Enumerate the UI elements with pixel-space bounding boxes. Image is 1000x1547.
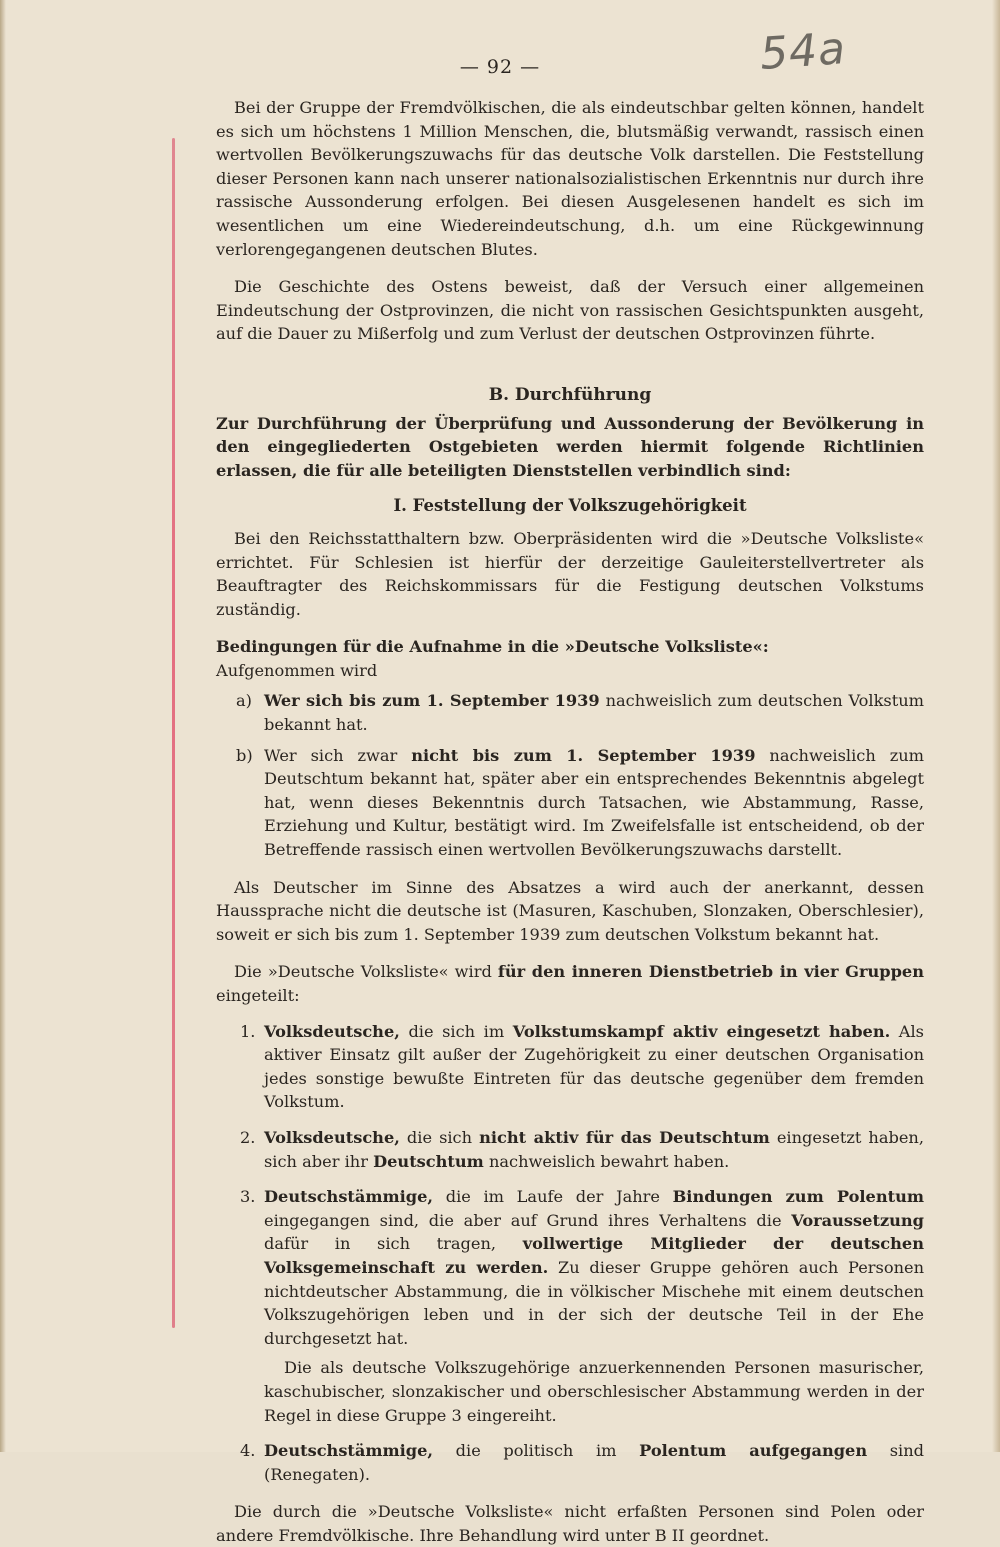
bold-text: Deutschstämmige, [264, 1441, 434, 1461]
bold-text: Wer sich bis zum 1. September 1939 [264, 691, 600, 711]
bold-text: Volksdeutsche, [264, 1127, 400, 1147]
paragraph-2: Die Geschichte des Ostens beweist, daß der Versuch einer allgemeinen Eindeutschung der Ostprovinzen, die nicht von rassischen Gesichtspunkten ausgeht, auf die Dauer zu Mißerfolg und zum Verlust der deutschen Ostprovinzen führte. [216, 277, 924, 344]
bold-text: nicht aktiv für das Deutschtum [479, 1127, 770, 1147]
list-marker: b) [236, 745, 253, 765]
paragraph-3: Bei den Reichsstatthaltern bzw. Oberpräsidenten wird die »Deutsche Volksliste« errichtet. Für Schlesien ist hierfür der derzeitige Gauleiterstellvertreter als Beauftragter des Reichskommissars für die Festigung deutschen Volkstums zuständig. [216, 528, 924, 619]
section-b-title: B. Durchführung [488, 384, 652, 405]
bold-text: Polentum aufgegangen [639, 1441, 868, 1461]
bold-text: Bindungen zum Polentum [672, 1187, 924, 1207]
bold-text: Deutschtum [373, 1151, 484, 1171]
group-item-3 [216, 1185, 924, 1427]
text-run: eingeteilt: [216, 986, 300, 1005]
conditions-subheading: Aufgenommen wird [216, 660, 378, 680]
conditions-list [216, 689, 924, 861]
group-3-subparagraph: Die als deutsche Volkszugehörige anzuerkennenden Personen masurischer, kaschubischer, slonzakischer und oberschlesischer Abstammung werden in der Regel in diese Gruppe 3 eingereiht. [264, 1358, 924, 1425]
list-marker: 3. [240, 1187, 256, 1207]
bold-text: vollwertige Mitglieder der deutschen Volksgemeinschaft zu werden. [264, 1234, 924, 1277]
document-body [216, 96, 924, 1547]
conditions-heading: Bedingungen für die Aufnahme in die »Deutsche Volksliste«: [216, 637, 769, 657]
groups-list [216, 1020, 924, 1487]
red-margin-line [172, 138, 175, 1328]
text-run: die im Laufe der Jahre [433, 1187, 673, 1207]
item-text: nachweislich zum Deutschtum bekannt hat, später aber ein entsprechendes Bekenntnis abgelegt hat, wenn dieses Bekenntnis durch Tatsachen, wie Abstammung, Rasse, Erziehung und Kultur, bestätigt wird. Im Zweifelsfalle ist entscheidend, ob der Betreffende rassisch einen wertvollen Bevölkerungszuwachs darstellt. [264, 745, 925, 860]
text-run: eingesetzt haben, sich aber ihr [264, 1127, 924, 1171]
bold-text: Volksdeutsche, [264, 1021, 400, 1041]
group-item-4 [216, 1439, 924, 1486]
text-run: nachweislich bewahrt haben. [483, 1151, 730, 1171]
list-marker: 4. [240, 1441, 256, 1461]
condition-item-a [216, 689, 924, 736]
text-run: die sich im [399, 1021, 513, 1041]
text-run: Die »Deutsche Volksliste« wird [234, 962, 498, 982]
list-marker: a) [236, 691, 252, 711]
text-run: Zu dieser Gruppe gehören auch Personen nichtdeutscher Abstammung, die in völkischer Mischehe mit einem deutschen Volkszugehörigen leben und in der sich der deutsche Teil in der Ehe durchgesetzt hat. [264, 1257, 925, 1348]
condition-item-b [216, 744, 924, 862]
text-run: die politisch im [433, 1441, 640, 1461]
bold-text: Deutschstämmige, [264, 1187, 434, 1207]
text-run: sind (Renegaten). [264, 1441, 924, 1484]
list-marker: 2. [240, 1127, 256, 1147]
section-b-intro: Zur Durchführung der Überprüfung und Aussonderung der Bevölkerung in den eingegliederten Ostgebieten werden hiermit folgende Richtlinien erlassen, die für alle beteiligten Dienststellen verbindlich sind: [216, 413, 924, 480]
page-number: — 92 — [459, 56, 541, 78]
group-item-2 [216, 1126, 924, 1173]
text-run: eingegangen sind, die aber auf Grund ihres Verhaltens die [264, 1210, 792, 1230]
handwritten-annotation: 54a [758, 23, 848, 80]
list-marker: 1. [240, 1021, 256, 1041]
paragraph-5 [216, 960, 924, 1007]
bold-text: für den inneren Dienstbetrieb in vier Gruppen [497, 962, 924, 982]
paragraph-1: Bei der Gruppe der Fremdvölkischen, die als eindeutschbar gelten können, handelt es sich um höchstens 1 Million Menschen, die, blutsmäßig verwandt, rassisch einen wertvollen Bevölkerungszuwachs für das deutsche Volk darstellen. Die Feststellung dieser Personen kann nach unserer nationalsozialistischen Erkenntnis nur durch ihre rassische Aussonderung erfolgen. Bei diesen Ausgelesenen handelt es sich im wesentlichen um eine Wiedereindeutschung, d.h. um eine Rückgewinnung verlorengegangenen deutschen Blutes. [216, 98, 924, 259]
bold-text: Voraussetzung [791, 1210, 924, 1230]
group-item-1 [216, 1020, 924, 1114]
bold-text: Volkstumskampf aktiv eingesetzt haben. [512, 1021, 891, 1041]
text-run: Als aktiver Einsatz gilt außer der Zugehörigkeit zu einer deutschen Organisation jedes sonstige bewußte Eintreten für das deutsche gegenüber dem fremden Volkstum. [264, 1021, 924, 1112]
section-i-title: I. Feststellung der Volkszugehörigkeit [393, 496, 747, 516]
item-text: nachweislich zum deutschen Volkstum bekannt hat. [264, 691, 925, 735]
paragraph-6: Die durch die »Deutsche Volksliste« nicht erfaßten Personen sind Polen oder andere Fremdvölkische. Ihre Behandlung wird unter B II geordnet. [216, 1502, 924, 1545]
bold-text: nicht bis zum 1. September 1939 [411, 745, 756, 765]
paragraph-4: Als Deutscher im Sinne des Absatzes a wird auch der anerkannt, dessen Haussprache nicht die deutsche ist (Masuren, Kaschuben, Slonzaken, Oberschlesier), soweit er sich bis zum 1. September 1939 zum deutschen Volkstum bekannt hat. [216, 877, 924, 944]
text-run: dafür in sich tragen, [264, 1234, 523, 1254]
text-run: die sich [399, 1127, 480, 1147]
item-text: Wer sich zwar [264, 745, 412, 765]
